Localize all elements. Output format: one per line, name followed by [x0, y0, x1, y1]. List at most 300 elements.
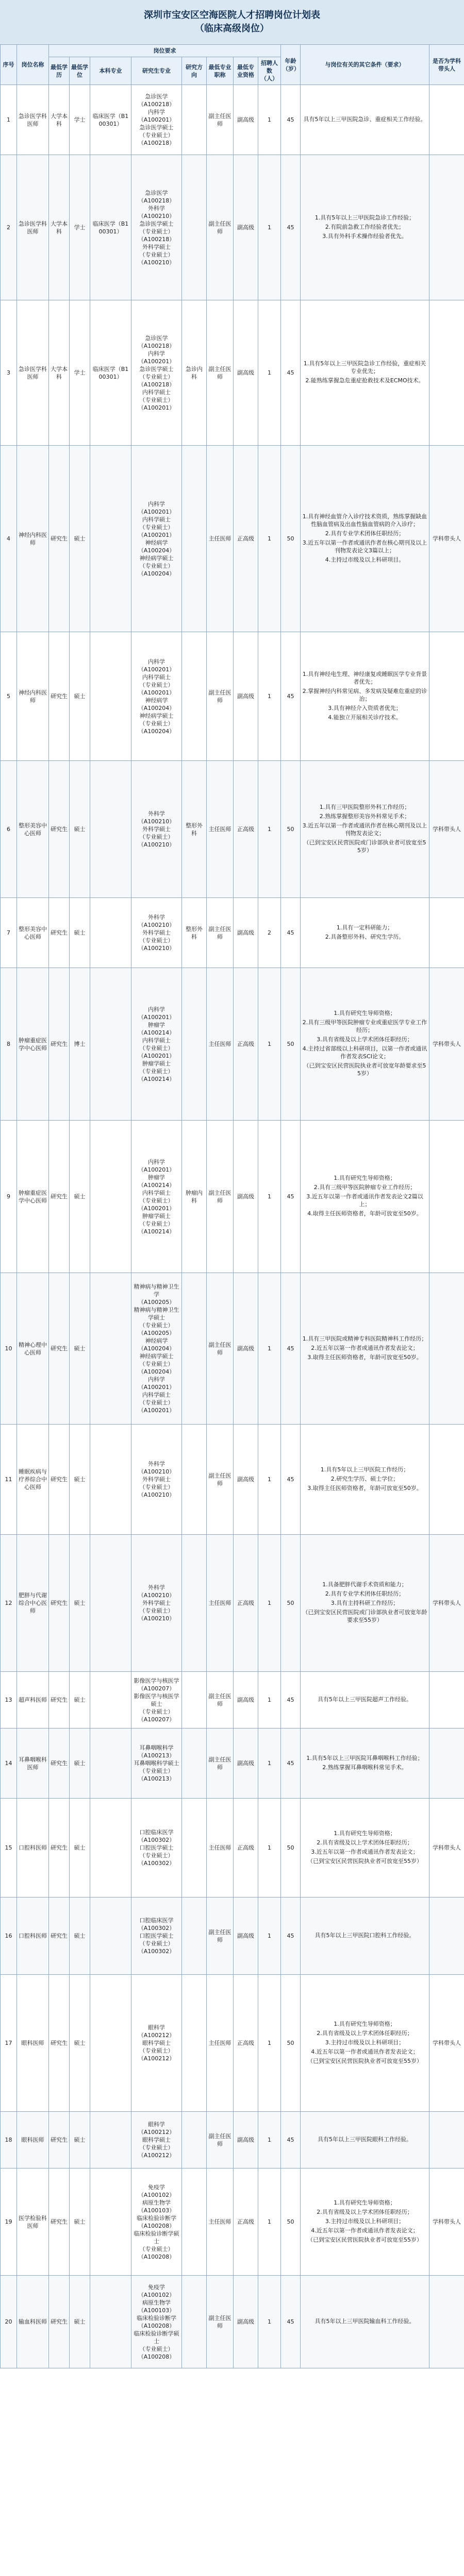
cell-direction: 整形外科 [182, 898, 207, 968]
grad-major-line: （A100204） [138, 727, 175, 735]
cell-seq: 12 [1, 1535, 17, 1672]
condition-line: 3.主持过市级及以上科研项目； [325, 2039, 405, 2046]
grad-major-line: （专业硕士） [139, 1322, 174, 1329]
grad-major-line: 耳鼻咽喉科学硕士 [134, 1760, 179, 1767]
grad-major-line: （A100212） [138, 2032, 175, 2039]
header-direction: 研究方向 [182, 57, 207, 85]
grad-major-line: （A100208） [138, 2253, 175, 2260]
grad-major-line: 内科学 [148, 350, 165, 357]
cell-major-undergrad [90, 446, 131, 632]
cell-degree: 硕士 [70, 2112, 90, 2168]
cell-direction [182, 1535, 207, 1672]
cell-leader [429, 300, 464, 446]
cell-title-req: 副主任医师 [207, 85, 234, 155]
condition-line: 具有5年以上三甲医院急诊、重症相关工作经验。 [303, 115, 426, 123]
cell-education: 大学本科 [49, 155, 70, 300]
grad-major-line: （专业硕士） [139, 1607, 174, 1614]
condition-line: 1.具有研究生导师资格； [334, 1175, 396, 1181]
cell-leader: 学科带头人 [429, 1975, 464, 2112]
table-row [1, 1672, 464, 1728]
cell-education: 研究生 [49, 1672, 70, 1728]
cell-job-level: 副高级 [234, 1897, 258, 1975]
cell-leader [429, 632, 464, 761]
cell-education: 研究生 [49, 968, 70, 1121]
cell-title-req: 副主任医师 [207, 300, 234, 446]
cell-conditions [301, 300, 429, 446]
cell-age: 45 [281, 898, 301, 968]
cell-degree: 学士 [70, 300, 90, 446]
grad-major-line: 内科学 [148, 1006, 165, 1013]
grad-major-line: （专业硕士） [139, 251, 174, 258]
grad-major-line: （A100204） [138, 1368, 175, 1375]
cell-age: 45 [281, 1897, 301, 1975]
cell-age: 45 [281, 85, 301, 155]
grad-major-line: （A100210） [138, 259, 175, 266]
cell-seq: 4 [1, 446, 17, 632]
grad-major-line: 外科学硕士 [142, 243, 171, 250]
header-seq: 序号 [1, 45, 17, 85]
condition-line: 3.近五年以第一作者或通讯作者发表论文2篇以上； [306, 1193, 423, 1208]
cell-direction: 肿瘤内科 [182, 1121, 207, 1273]
header-degree: 最低学位 [70, 57, 90, 85]
grad-major-line: （A100302） [138, 1925, 175, 1931]
cell-job-level: 正高级 [234, 2168, 258, 2276]
grad-major-line: （A100212） [138, 2055, 175, 2062]
cell-seq: 13 [1, 1672, 17, 1728]
grad-major-line: （A100302） [138, 1948, 175, 1955]
cell-major-grad [131, 968, 182, 1121]
cell-direction [182, 85, 207, 155]
cell-degree: 博士 [70, 968, 90, 1121]
grad-major-line: （专业硕士） [139, 1768, 174, 1774]
cell-age: 45 [281, 1425, 301, 1535]
cell-major-undergrad: 临床医学（B100301） [90, 155, 131, 300]
cell-leader [429, 1897, 464, 1975]
cell-conditions [301, 85, 429, 155]
cell-title-req: 主任医师 [207, 1799, 234, 1897]
grad-major-line: （专业硕士） [139, 1067, 174, 1075]
cell-count: 1 [258, 155, 281, 300]
condition-line: 1.具有研究生导师资格； [334, 2199, 396, 2206]
cell-age: 45 [281, 632, 301, 761]
condition-line: 4.近五年以第一作者或通讯作者发表论文； [311, 2048, 419, 2055]
cell-post: 急诊医学科医师 [17, 85, 49, 155]
cell-post: 耳鼻咽喉科医师 [17, 1728, 49, 1799]
grad-major-line: 外科学硕士 [142, 929, 171, 936]
condition-line: 3.具有省级及以上学术团体任职经历； [317, 1036, 413, 1043]
cell-title-req: 主任医师 [207, 1975, 234, 2112]
cell-conditions [301, 2276, 429, 2368]
cell-count: 1 [258, 1273, 281, 1425]
grad-major-line: 外科学 [148, 1584, 165, 1591]
grad-major-line: 口腔医学硕士 [139, 1844, 174, 1851]
grad-major-line: 外科学硕士 [142, 1600, 171, 1606]
cell-major-undergrad [90, 761, 131, 898]
condition-line: 3.主持过市级及以上科研项目； [325, 2217, 405, 2225]
condition-line: 1.具备肥胖代谢手术资质和能力； [322, 1581, 407, 1588]
grad-major-line: 内科学 [148, 109, 165, 115]
grad-major-line: （A100103） [138, 2307, 175, 2314]
table-row [1, 85, 464, 155]
table-row [1, 1975, 464, 2112]
cell-education: 研究生 [49, 2168, 70, 2276]
table-row [1, 632, 464, 761]
grad-major-line: 内科学 [148, 1376, 165, 1383]
cell-degree: 硕士 [70, 898, 90, 968]
cell-major-undergrad [90, 2276, 131, 2368]
cell-major-grad [131, 898, 182, 968]
grad-major-line: （A100210） [138, 212, 175, 219]
condition-line: 具有5年以上三甲医院眼科工作经验。 [318, 2136, 412, 2143]
cell-title-req: 副主任医师 [207, 2112, 234, 2168]
cell-major-grad [131, 2276, 182, 2368]
cell-post: 口腔科医师 [17, 1799, 49, 1897]
grad-major-line: 内科学硕士 [142, 1189, 171, 1196]
cell-major-grad [131, 761, 182, 898]
cell-major-undergrad [90, 1799, 131, 1897]
grad-major-line: （A100201） [138, 689, 175, 696]
condition-line: 3.具有外科手术操作经验者优先。 [322, 232, 407, 240]
cell-count: 1 [258, 632, 281, 761]
cell-age: 45 [281, 300, 301, 446]
condition-line: 4.近五年以第一作者或通讯作者发表论文； [311, 2227, 419, 2234]
cell-seq: 5 [1, 632, 17, 761]
cell-major-grad [131, 300, 182, 446]
cell-seq: 9 [1, 1121, 17, 1273]
grad-major-line: （A100210） [138, 1468, 175, 1475]
cell-post: 精神心理中心医师 [17, 1273, 49, 1425]
grad-major-line: （A100218） [138, 197, 175, 204]
grad-major-line: 影像医学与核医学 [134, 1677, 179, 1684]
cell-conditions [301, 2168, 429, 2276]
grad-major-line: 肿瘤学 [148, 1021, 165, 1028]
condition-line: 具有5年以上三甲医院超声工作经验。 [318, 1696, 412, 1703]
cell-major-undergrad [90, 2112, 131, 2168]
condition-line: 1.具有神经血管介入诊疗技术资质，熟练掌握缺血性脑血管病及出血性脑血管病的介入诊疗； [302, 513, 427, 528]
grad-major-line: （A100201） [138, 531, 175, 538]
grad-major-line: （A100214） [138, 1029, 175, 1036]
cell-major-grad [131, 1121, 182, 1273]
condition-line: 2.具有省级及以上学术团体任职经历； [317, 1839, 413, 1846]
cell-job-level: 副高级 [234, 1672, 258, 1728]
cell-major-grad [131, 2168, 182, 2276]
condition-line: 3.近五年以第一作者或通讯作者发表论文； [311, 1848, 419, 1855]
cell-post: 医学检验科医师 [17, 2168, 49, 2276]
cell-education: 研究生 [49, 1535, 70, 1672]
cell-seq: 8 [1, 968, 17, 1121]
cell-major-grad [131, 85, 182, 155]
cell-direction [182, 2112, 207, 2168]
condition-line: 2.有院前急救工作经验者优先； [325, 223, 405, 230]
table-row [1, 2168, 464, 2276]
cell-direction [182, 2168, 207, 2276]
grad-major-line: （专业硕士） [139, 2144, 174, 2151]
cell-job-level: 正高级 [234, 1799, 258, 1897]
cell-major-grad [131, 2112, 182, 2168]
condition-line: （已到宝安区民营医院执业者可放宽年龄要求至55岁） [303, 1062, 426, 1077]
cell-job-level: 副高级 [234, 1273, 258, 1425]
condition-line: 3.具有主持科研工作经历； [330, 1600, 399, 1606]
cell-count: 1 [258, 1897, 281, 1975]
grad-major-line: 内科学硕士 [142, 1392, 171, 1398]
cell-conditions [301, 898, 429, 968]
grad-major-line: （A100201） [138, 358, 175, 365]
table-row [1, 446, 464, 632]
grad-major-line: 病原生物学 [142, 2199, 171, 2206]
grad-major-line: （专业硕士） [139, 1708, 174, 1715]
grad-major-line: 内科学 [148, 500, 165, 507]
cell-leader [429, 1728, 464, 1799]
cell-education: 研究生 [49, 1897, 70, 1975]
cell-major-undergrad [90, 2168, 131, 2276]
header-job-level: 最低专业资格 [234, 57, 258, 85]
cell-count: 1 [258, 1799, 281, 1897]
grad-major-line: （A100201） [138, 1407, 175, 1414]
cell-degree: 硕士 [70, 2276, 90, 2368]
recruitment-table [0, 44, 464, 2368]
cell-leader: 学科带头人 [429, 1535, 464, 1672]
grad-major-line: （A100218） [138, 235, 175, 243]
condition-line: 2.具有三级甲等医院肿瘤专业或重症医学专业工作经历； [302, 1019, 427, 1033]
cell-seq: 19 [1, 2168, 17, 2276]
cell-education: 研究生 [49, 1425, 70, 1535]
cell-leader: 学科带头人 [429, 761, 464, 898]
cell-title-req: 副主任医师 [207, 155, 234, 300]
header-education: 最低学历 [49, 57, 70, 85]
cell-job-level: 正高级 [234, 761, 258, 898]
cell-major-undergrad [90, 1535, 131, 1672]
grad-major-line: （A100210） [138, 1492, 175, 1498]
condition-line: 2.掌握神经内科常见病、多发病及疑难危重症的诊治； [302, 687, 427, 702]
cell-leader [429, 2112, 464, 2168]
cell-job-level: 副高级 [234, 898, 258, 968]
grad-major-line: （专业硕士） [139, 1484, 174, 1490]
cell-title-req: 副主任医师 [207, 898, 234, 968]
condition-line: 3.近五年以第一作者或通讯作者在核心期刊及以上刊物发表论文3篇以上； [302, 539, 427, 554]
grad-major-line: （A100218） [138, 140, 175, 146]
cell-conditions [301, 761, 429, 898]
cell-major-grad [131, 155, 182, 300]
grad-major-line: （A100210） [138, 1615, 175, 1622]
condition-line: 4.取得主任医师资格者，年龄可放宽至50岁。 [307, 1210, 422, 1217]
condition-line: 1.具有5年以上三甲医院急诊工作经验； [314, 214, 415, 221]
cell-conditions [301, 2112, 429, 2168]
cell-count: 1 [258, 2112, 281, 2168]
grad-major-line: 眼科学硕士 [142, 2040, 171, 2046]
cell-post: 急诊医学科医师 [17, 155, 49, 300]
grad-major-line: 口腔医学硕士 [139, 1933, 174, 1939]
cell-degree: 硕士 [70, 1535, 90, 1672]
cell-age: 45 [281, 1672, 301, 1728]
condition-line: 1.具有5年以上三甲医院急诊工作经验，重症相关专业优先； [303, 360, 426, 375]
table-row [1, 1121, 464, 1273]
grad-major-line: 急诊医学硕士 [139, 220, 174, 227]
cell-age: 45 [281, 1121, 301, 1273]
grad-major-line: （A100218） [138, 342, 175, 349]
condition-line: 2.熟练掌握整形美容外科常见手术； [319, 812, 410, 820]
cell-major-undergrad [90, 1672, 131, 1728]
cell-seq: 16 [1, 1897, 17, 1975]
cell-direction [182, 1273, 207, 1425]
cell-post: 肥胖与代谢综合中心医师 [17, 1535, 49, 1672]
cell-major-grad [131, 1425, 182, 1535]
cell-degree: 学士 [70, 85, 90, 155]
cell-post: 肿瘤重症医学中心医师 [17, 1121, 49, 1273]
grad-major-line: 急诊医学 [145, 334, 168, 342]
cell-title-req: 副主任医师 [207, 1728, 234, 1799]
cell-age: 45 [281, 155, 301, 300]
grad-major-line: （专业硕士） [139, 1940, 174, 1947]
grad-major-line: 眼科学 [148, 2121, 165, 2128]
cell-degree: 硕士 [70, 1728, 90, 1799]
cell-count: 1 [258, 1975, 281, 2112]
grad-major-line: （A100212） [138, 2129, 175, 2136]
grad-major-line: （A100210） [138, 945, 175, 952]
condition-line: 1.具有研究生导师资格； [334, 1010, 396, 1016]
cell-seq: 20 [1, 2276, 17, 2368]
cell-conditions [301, 1273, 429, 1425]
cell-major-grad [131, 1799, 182, 1897]
cell-age: 50 [281, 1975, 301, 2112]
cell-post: 输血科医师 [17, 2276, 49, 2368]
condition-line: 2.具有三级甲等医院肿瘤专业工作经历； [313, 1184, 416, 1191]
grad-major-line: 神经病学硕士 [139, 712, 174, 719]
cell-age: 45 [281, 2112, 301, 2168]
condition-line: 1.具有神经电生理、神经康复或睡眠医学专业背景者优先； [302, 670, 427, 685]
cell-title-req: 副主任医师 [207, 1121, 234, 1273]
cell-count: 1 [258, 1425, 281, 1535]
cell-direction: 整形外科 [182, 761, 207, 898]
cell-direction: 急诊内科 [182, 300, 207, 446]
grad-major-line: （专业硕士） [139, 834, 174, 840]
cell-count: 1 [258, 1535, 281, 1672]
cell-major-undergrad: 临床医学（B100301） [90, 85, 131, 155]
cell-count: 1 [258, 2168, 281, 2276]
cell-major-grad [131, 1535, 182, 1672]
condition-line: （已到宝安区民营医院或门诊部执业者可放宽至55岁） [303, 839, 426, 854]
grad-major-line: （A100102） [138, 2291, 175, 2298]
cell-conditions [301, 632, 429, 761]
cell-count: 2 [258, 898, 281, 968]
grad-major-line: （专业硕士） [139, 1220, 174, 1227]
grad-major-line: 临床检验诊断学 [137, 2214, 176, 2222]
cell-major-grad [131, 446, 182, 632]
cell-post: 整形美容中心医师 [17, 761, 49, 898]
cell-title-req: 副主任医师 [207, 632, 234, 761]
grad-major-line: （A100204） [138, 1345, 175, 1352]
grad-major-line: （A100210） [138, 841, 175, 848]
cell-post: 整形美容中心医师 [17, 898, 49, 968]
grad-major-line: 肿瘤学硕士 [142, 1060, 171, 1067]
cell-count: 1 [258, 446, 281, 632]
cell-count: 1 [258, 1672, 281, 1728]
condition-line: 4.主持过省部级以上科研项目，以第一作者或通讯作者发表SCI论文； [302, 1045, 427, 1060]
cell-seq: 15 [1, 1799, 17, 1897]
cell-seq: 11 [1, 1425, 17, 1535]
cell-major-grad [131, 1897, 182, 1975]
grad-major-line: （A100204） [138, 570, 175, 577]
cell-title-req: 主任医师 [207, 1535, 234, 1672]
condition-line: 具有5年以上三甲医院输血科工作经验。 [314, 2317, 415, 2325]
cell-major-grad [131, 1672, 182, 1728]
cell-job-level: 正高级 [234, 968, 258, 1121]
grad-major-line: （专业硕士） [139, 681, 174, 688]
grad-major-line: 急诊医学硕士 [139, 365, 174, 372]
cell-education: 大学本科 [49, 300, 70, 446]
cell-post: 口腔科医师 [17, 1897, 49, 1975]
cell-post: 超声科医师 [17, 1672, 49, 1728]
cell-major-undergrad [90, 898, 131, 968]
grad-major-line: （A100102） [138, 2191, 175, 2198]
grad-major-line: （A100218） [138, 101, 175, 108]
cell-age: 50 [281, 1799, 301, 1897]
condition-line: 2.研究生学历、硕士学位； [330, 1475, 399, 1482]
grad-major-line: 外科学 [148, 914, 165, 921]
cell-major-undergrad [90, 1273, 131, 1425]
condition-line: 1.具有一定科研能力； [336, 924, 393, 931]
cell-post: 神经内科医师 [17, 632, 49, 761]
cell-age: 50 [281, 2168, 301, 2276]
cell-degree: 硕士 [70, 1799, 90, 1897]
grad-major-line: （专业硕士） [139, 1197, 174, 1204]
cell-title-req: 副主任医师 [207, 1672, 234, 1728]
grad-major-line: （专业硕士） [139, 720, 174, 727]
grad-major-line: （A100208） [138, 2322, 175, 2329]
condition-line: 2.具备整形外科、研究生学历。 [325, 933, 405, 940]
grad-major-line: （A100208） [138, 2222, 175, 2229]
cell-education: 研究生 [49, 1975, 70, 2112]
cell-title-req: 副主任医师 [207, 2276, 234, 2368]
grad-major-line: （A100213） [138, 1752, 175, 1759]
table-row [1, 968, 464, 1121]
cell-degree: 学士 [70, 155, 90, 300]
cell-count: 1 [258, 1121, 281, 1273]
cell-direction [182, 968, 207, 1121]
cell-direction [182, 1425, 207, 1535]
cell-education: 研究生 [49, 1121, 70, 1273]
cell-job-level: 副高级 [234, 632, 258, 761]
grad-major-line: 肿瘤学硕士 [142, 1212, 171, 1219]
cell-conditions [301, 968, 429, 1121]
cell-degree: 硕士 [70, 1672, 90, 1728]
grad-major-line: （专业硕士） [139, 2047, 174, 2054]
cell-post: 睡眠疾病与疗养综合中心医师 [17, 1425, 49, 1535]
grad-major-line: 外科学硕士 [142, 1476, 171, 1483]
grad-major-line: 神经病学硕士 [139, 554, 174, 562]
cell-post: 眼科医师 [17, 1975, 49, 2112]
cell-education: 研究生 [49, 2276, 70, 2368]
cell-job-level: 正高级 [234, 446, 258, 632]
cell-major-grad [131, 1728, 182, 1799]
grad-major-line: 神经病学 [145, 697, 168, 704]
cell-major-undergrad [90, 1897, 131, 1975]
grad-major-line: （专业硕士） [139, 1044, 174, 1052]
condition-line: 1.具有研究生导师资格； [334, 2020, 396, 2027]
cell-direction [182, 632, 207, 761]
cell-age: 45 [281, 2276, 301, 2368]
grad-major-line: （A100214） [138, 1181, 175, 1189]
grad-major-line: （A100204） [138, 547, 175, 554]
grad-major-line: 神经病学 [145, 539, 168, 546]
cell-job-level: 副高级 [234, 300, 258, 446]
grad-major-line: 口腔临床医学 [139, 1917, 174, 1924]
table-row [1, 1425, 464, 1535]
grad-major-line: 外科学硕士 [142, 826, 171, 833]
sheet-title-line2: （临床高级岗位） [195, 23, 269, 34]
cell-education: 研究生 [49, 898, 70, 968]
cell-education: 研究生 [49, 1273, 70, 1425]
header-row-1 [1, 45, 464, 57]
